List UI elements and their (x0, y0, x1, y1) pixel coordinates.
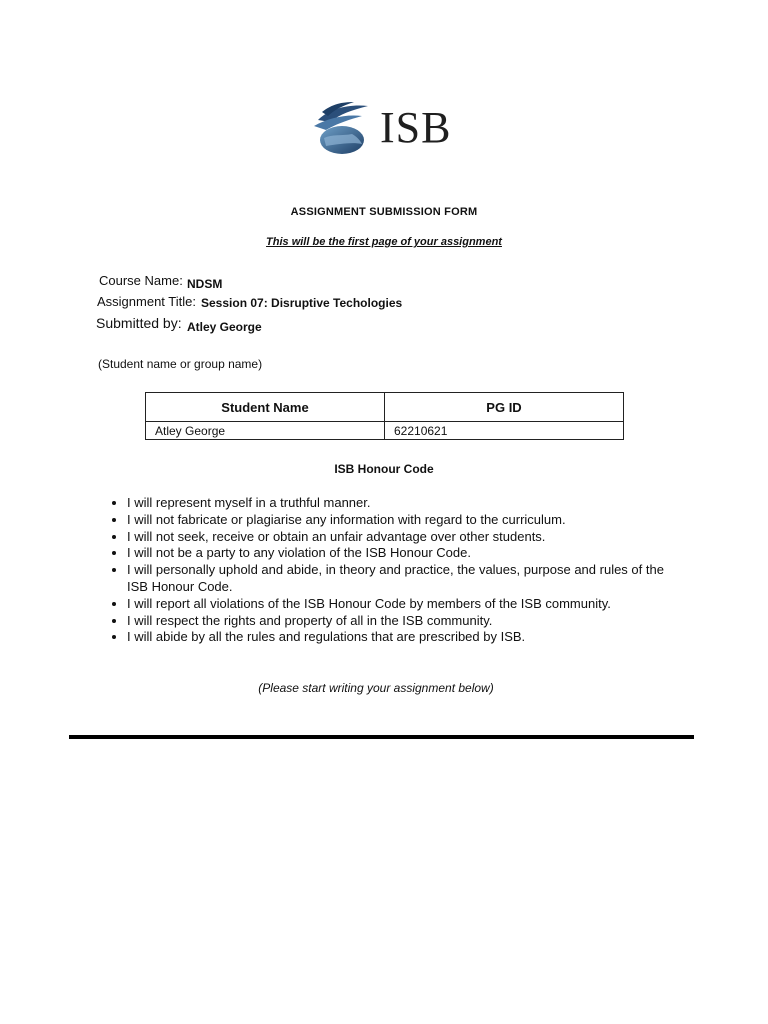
divider-line (69, 735, 694, 739)
assignment-title-label: Assignment Title: (97, 294, 196, 309)
table-header-row (146, 393, 624, 422)
form-title: ASSIGNMENT SUBMISSION FORM (290, 206, 478, 218)
start-writing-note: (Please start writing your assignment below) (258, 681, 494, 695)
isb-logo (312, 100, 472, 156)
list-item: • I will not seek, receive or obtain an unfair advantage over other students. (127, 529, 687, 546)
course-name-value: NDSM (187, 277, 223, 291)
list-item: • I will not be a party to any violation of the ISB Honour Code. (127, 545, 687, 562)
logo-text: ISB (380, 103, 452, 152)
isb-emblem-icon (312, 100, 378, 156)
list-item: • I will report all violations of the ISB Honour Code by members of the ISB community. (127, 596, 687, 613)
student-table (145, 392, 624, 440)
table-row (146, 422, 624, 440)
honour-code-title: ISB Honour Code (334, 462, 434, 476)
list-item: • I will represent myself in a truthful manner. (127, 495, 687, 512)
assignment-title-value: Session 07: Disruptive Techologies (201, 296, 403, 310)
submitted-by-value: Atley George (187, 320, 262, 334)
table-cell-pg-id: 62210621 (385, 422, 624, 440)
form-subtitle: This will be the first page of your assignment (266, 236, 502, 248)
submitted-by-label: Submitted by: (96, 315, 182, 331)
list-item: • I will abide by all the rules and regulations that are prescribed by ISB. (127, 629, 687, 646)
honour-code-list (107, 495, 687, 646)
column-header-pg-id: PG ID (385, 393, 624, 422)
list-item: • I will personally uphold and abide, in theory and practice, the values, purpose and rules of the ISB Honour Code. (127, 562, 687, 596)
course-name-label: Course Name: (99, 273, 183, 288)
list-item: • I will respect the rights and property of all in the ISB community. (127, 613, 687, 630)
list-item: • I will not fabricate or plagiarise any information with regard to the curriculum. (127, 512, 687, 529)
column-header-student-name: Student Name (146, 393, 385, 422)
table-cell-student-name: Atley George (146, 422, 385, 440)
student-name-note: (Student name or group name) (98, 357, 263, 371)
